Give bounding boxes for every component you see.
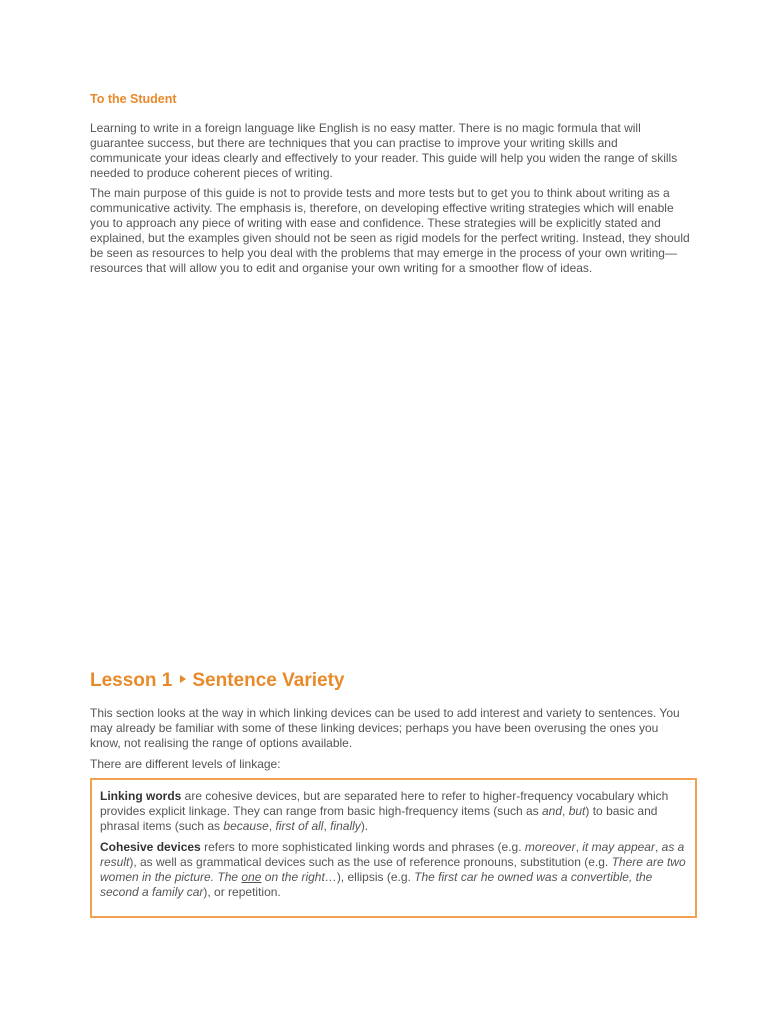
separator: ,	[575, 840, 583, 854]
lesson-name: Sentence Variety	[192, 670, 345, 691]
definition-text: ).	[360, 819, 369, 833]
definition-text: ), as well as grammatical devices such as the use of reference pronouns, substitution (e.g.	[129, 855, 612, 869]
linking-words-term: Linking words	[100, 789, 182, 803]
cohesive-devices-term: Cohesive devices	[100, 840, 201, 854]
example-two-women: There are two women in the picture. The	[100, 855, 686, 884]
example-one-underlined: one	[241, 870, 262, 884]
lesson-title	[90, 670, 344, 692]
definition-text: are cohesive devices, but are separated here to refer to higher-frequency vocabulary which provides explicit linkage. They can range from basic high-frequency items (such as	[100, 789, 669, 818]
separator: ,	[323, 819, 331, 833]
example-but: but	[568, 804, 586, 818]
lesson-number: Lesson 1	[90, 670, 173, 691]
example-moreover: moreover	[524, 840, 576, 854]
cohesive-devices-definition	[100, 840, 688, 900]
example-as-a-result: as a result	[100, 840, 685, 869]
separator: ,	[268, 819, 276, 833]
example-and: and	[542, 804, 563, 818]
definition-text: refers to more sophisticated linking words and phrases (e.g.	[200, 840, 525, 854]
linkage-definition-box	[90, 778, 697, 918]
separator: ,	[654, 840, 662, 854]
linkage-levels-text: There are different levels of linkage:	[90, 757, 281, 771]
example-finally: finally	[330, 819, 361, 833]
lesson-intro-paragraph: This section looks at the way in which linking devices can be used to add interest and variety to sentences. You may already be familiar with some of these linking devices; perhaps you have been overusing the ones you know, not realising the range of options available.	[90, 706, 680, 750]
example-first-of-all: first of all	[275, 819, 324, 833]
definition-text: ), ellipsis (e.g.	[336, 870, 415, 884]
separator: ,	[562, 804, 569, 818]
triangle-arrow-icon	[180, 675, 186, 683]
definition-text: ) to basic and phrasal items (such as	[100, 804, 658, 833]
definition-text: ), or repetition.	[203, 885, 281, 899]
example-it-may-appear: it may appear	[582, 840, 655, 854]
example-on-the-right: on the right…	[261, 870, 337, 884]
intro-paragraph-2: The main purpose of this guide is not to provide tests and more tests but to get you to think about writing as a communicative activity. The emphasis is, therefore, on developing effective writing strategies which will enable you to approach any piece of writing with ease and confidence. These strategies will be explicitly stated and explained, but the examples given should not be seen as rigid models for the perfect writing. Instead, they should be seen as resources to help you deal with the problems that may emerge in the process of your own writing—resources that will allow you to edit and organise your own writing for a smoother flow of ideas.	[90, 186, 690, 275]
example-because: because	[223, 819, 269, 833]
intro-heading: To the Student	[90, 92, 177, 106]
linking-words-definition	[100, 789, 688, 834]
example-first-car: The first car he owned was a convertible, the second a family car	[100, 870, 653, 899]
intro-paragraph-1: Learning to write in a foreign language like English is no easy matter. There is no magic formula that will guarantee success, but there are techniques that you can practise to improve your writing skills and communicate your ideas clearly and effectively to your reader. This guide will help you widen the range of skills needed to produce coherent pieces of writing.	[90, 121, 678, 180]
